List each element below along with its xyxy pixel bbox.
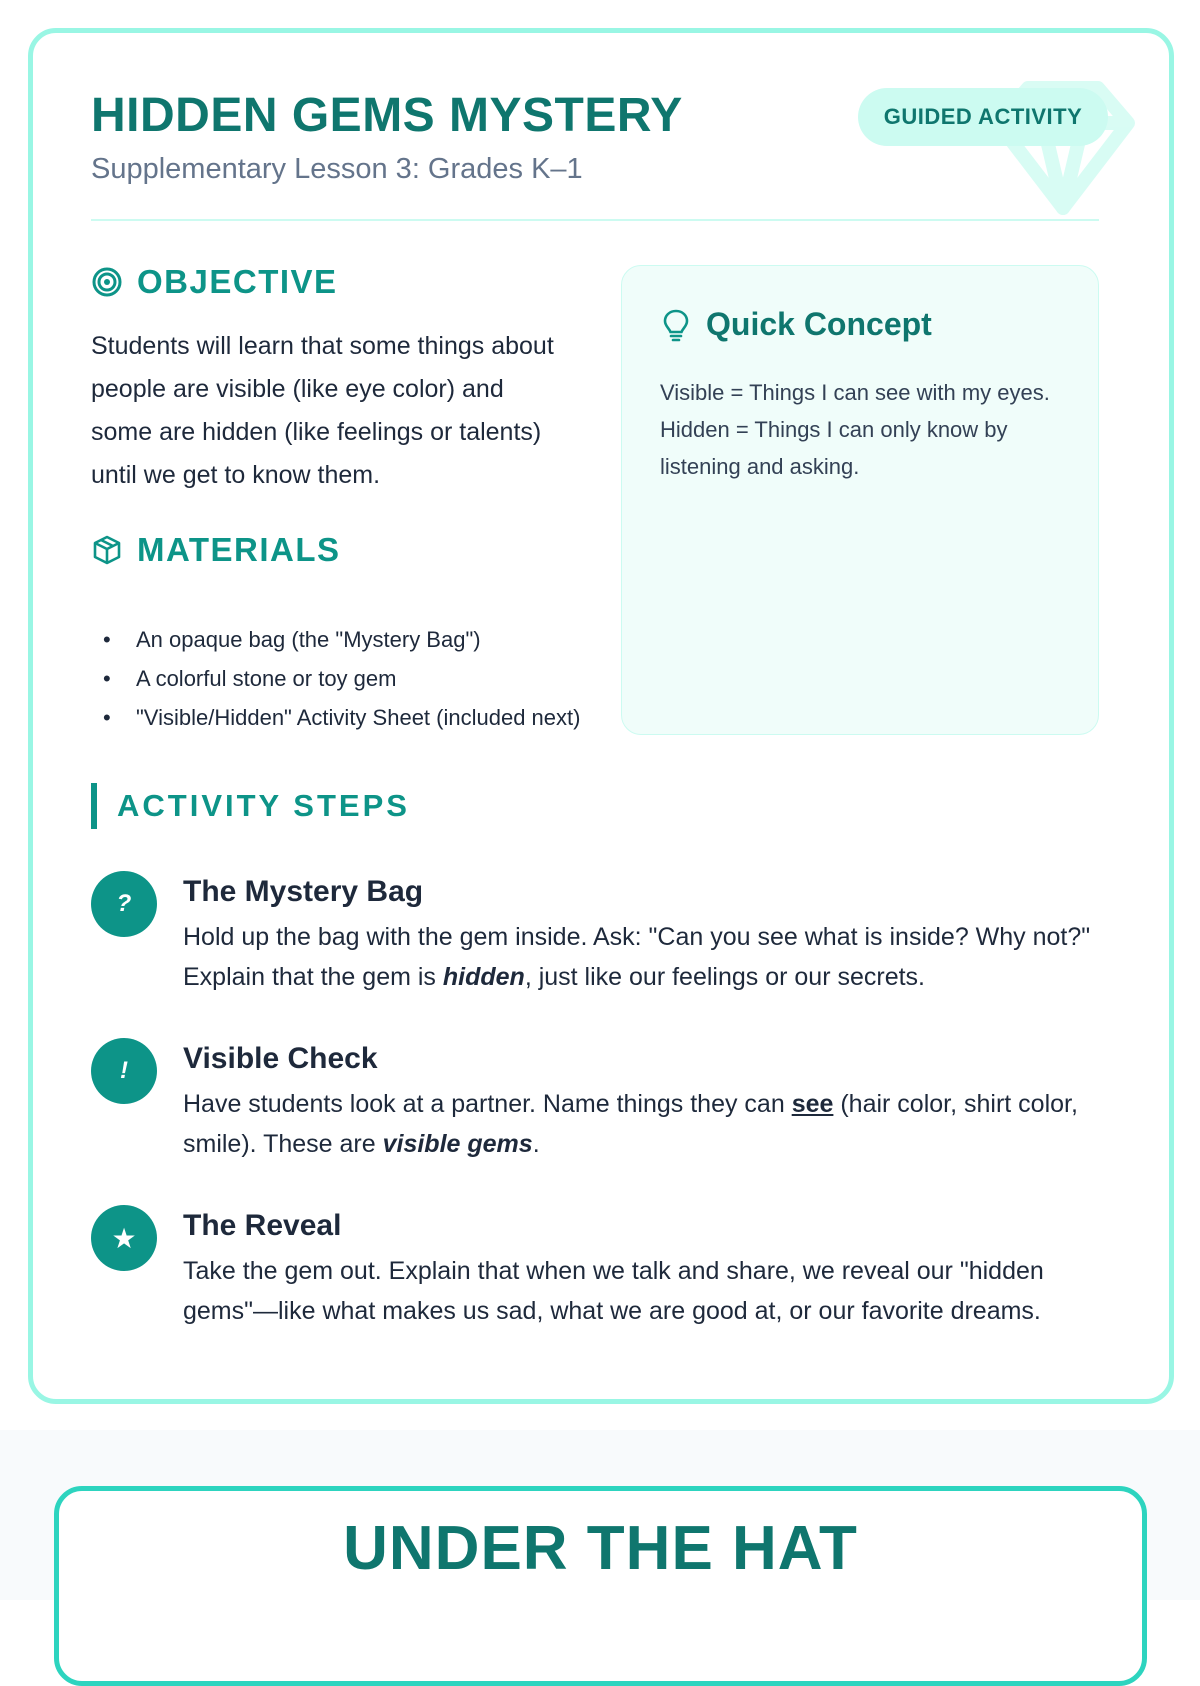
materials-heading xyxy=(91,531,341,569)
step-body: Take the gem out. Explain that when we talk and share, we reveal our "hidden gems"—like what makes us sad, what we are good at, or our favorite dreams. xyxy=(183,1257,1044,1325)
materials-list xyxy=(103,623,583,740)
lesson-card xyxy=(28,28,1174,1404)
target-icon xyxy=(91,266,123,298)
page-title: HIDDEN GEMS MYSTERY xyxy=(91,89,683,142)
objective-text: Students will learn that some things about people are visible (like eye color) and some are hidden (like feelings or talents) until we get to know them. xyxy=(91,332,554,489)
emphasis-see: see xyxy=(791,1090,834,1118)
step-title: The Reveal xyxy=(183,1209,342,1242)
star-icon: ★ xyxy=(91,1205,157,1271)
question-mark-icon: ? xyxy=(91,871,157,937)
materials-heading-label: MATERIALS xyxy=(137,531,341,568)
objective-heading xyxy=(91,263,338,301)
quick-concept-heading-label: Quick Concept xyxy=(706,306,932,342)
quick-concept-heading xyxy=(662,306,932,343)
exclamation-icon: ! xyxy=(91,1038,157,1104)
concept-hidden-line: Hidden = Things I can only know by listening and asking. xyxy=(660,417,1008,479)
box-icon xyxy=(91,534,123,566)
concept-visible-line: Visible = Things I can see with my eyes. xyxy=(660,380,1050,405)
guided-activity-badge: GUIDED ACTIVITY xyxy=(858,88,1108,146)
activity-steps-heading: ACTIVITY STEPS xyxy=(91,783,410,829)
lightbulb-icon xyxy=(662,308,690,342)
emphasis-hidden: hidden xyxy=(442,963,525,991)
objective-heading-label: OBJECTIVE xyxy=(137,263,338,300)
quick-concept-box xyxy=(621,265,1099,735)
list-item: • "Visible/Hidden" Activity Sheet (included next) xyxy=(103,701,583,734)
page-subtitle: Supplementary Lesson 3: Grades K–1 xyxy=(91,153,583,185)
step-title: The Mystery Bag xyxy=(183,875,424,908)
list-item: • An opaque bag (the "Mystery Bag") xyxy=(103,623,583,656)
step-body: Hold up the bag with the gem inside. Ask: "Can you see what is inside? Why not?" Explain that the gem is hidden, just like our feelings or our secrets. xyxy=(183,923,1091,991)
list-item: • A colorful stone or toy gem xyxy=(103,662,583,695)
header-divider xyxy=(91,219,1099,221)
step-body: Have students look at a partner. Name things they can see (hair color, shirt color, smile). These are visible gems. xyxy=(183,1090,1078,1158)
step-title: Visible Check xyxy=(183,1042,378,1075)
quick-concept-text xyxy=(660,374,1060,485)
next-page-card xyxy=(54,1486,1147,1686)
next-page-title: UNDER THE HAT xyxy=(343,1514,858,1583)
emphasis-visible-gems: visible gems xyxy=(382,1130,533,1158)
